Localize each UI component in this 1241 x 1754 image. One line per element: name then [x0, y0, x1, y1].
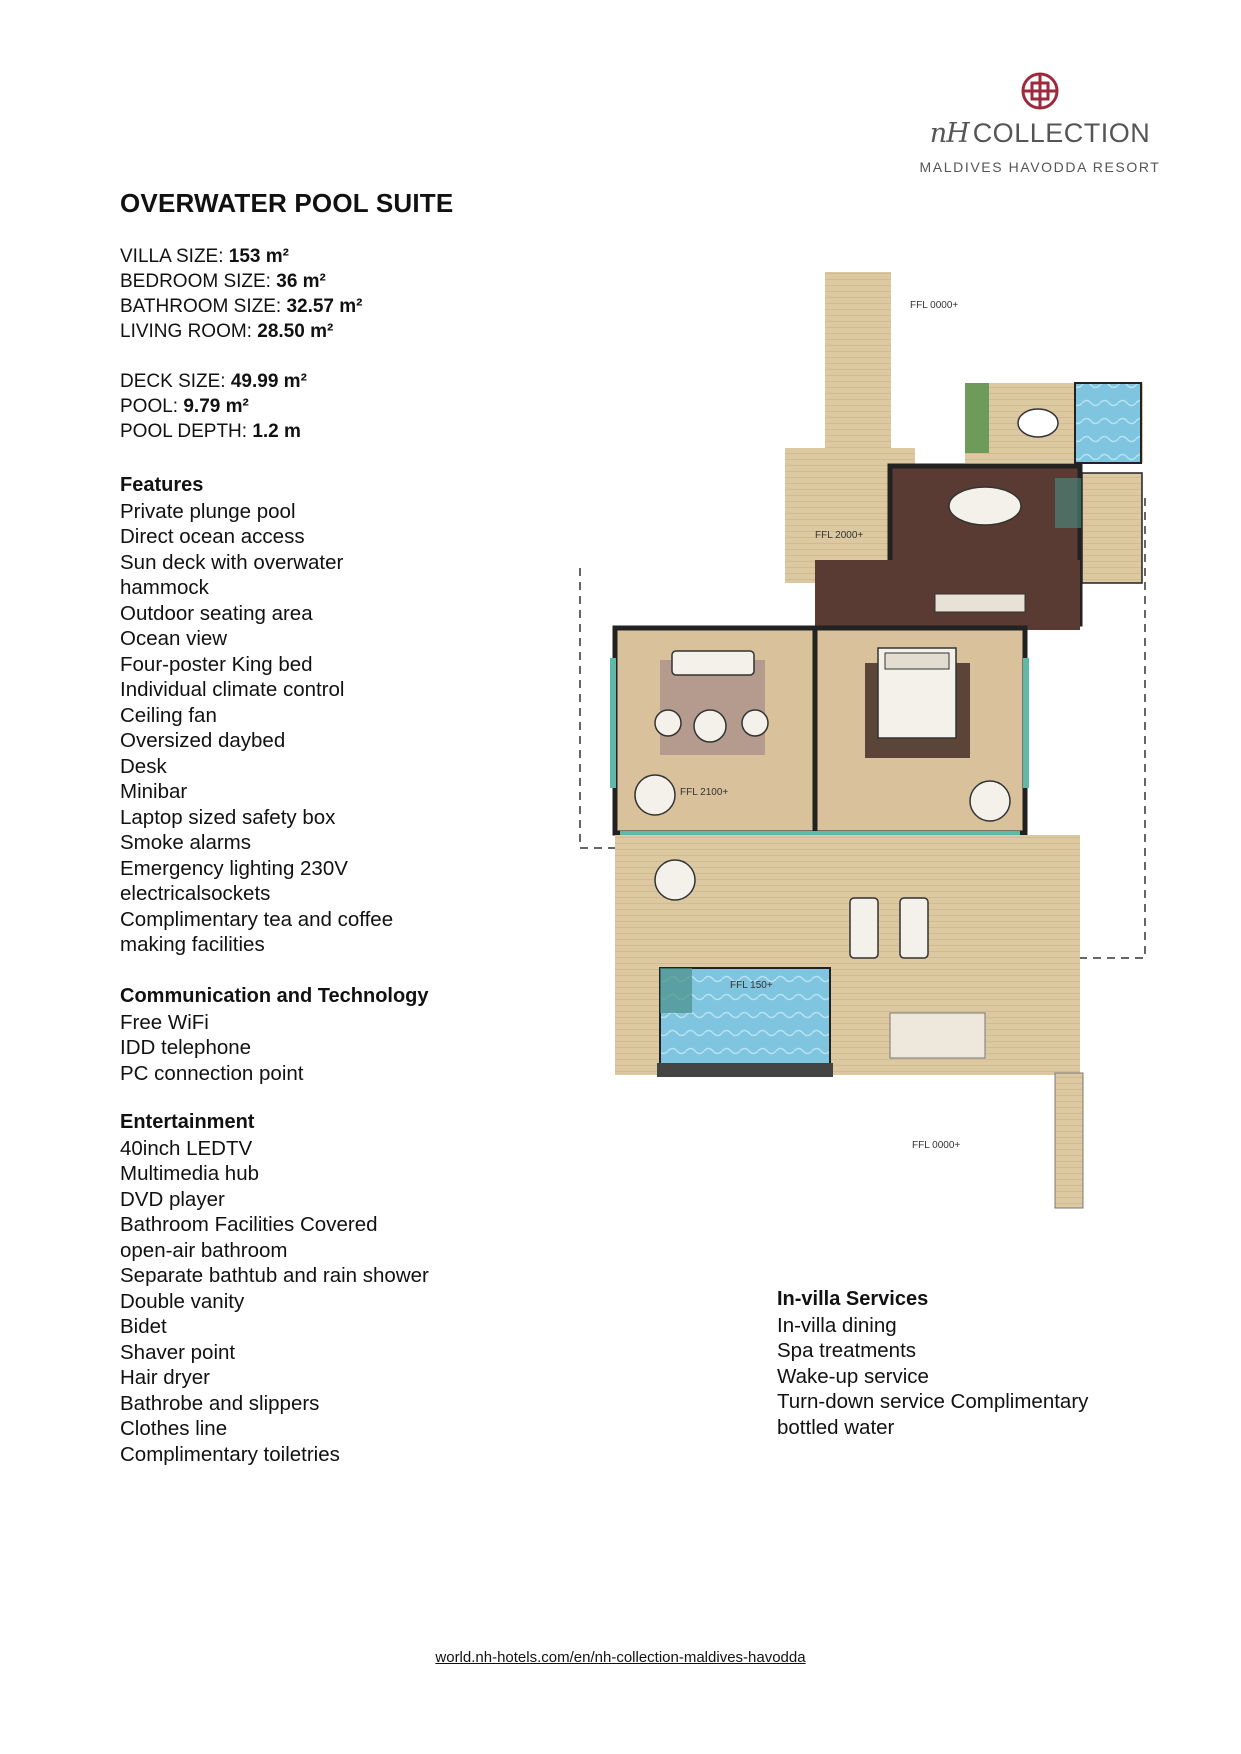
spec-deck-size [120, 369, 363, 394]
daybed-chair [635, 775, 675, 815]
website-link[interactable]: world.nh-hotels.com/en/nh-collection-maldives-havodda [435, 1649, 806, 1666]
spec-value: 28.50 m² [257, 321, 334, 342]
list-item: 40inch LEDTV [120, 1136, 253, 1160]
glass-wall-left [610, 658, 616, 788]
villa-floor-plan [560, 268, 1160, 1218]
list-item: Clothes line [120, 1417, 228, 1440]
list-item: Wake-up service [777, 1364, 929, 1388]
list-item: Direct ocean access [120, 525, 305, 548]
outdoor-tub [1018, 409, 1058, 437]
outdoor-shower-pool [1075, 383, 1141, 463]
list-item: Shaver point [120, 1340, 236, 1364]
entertainment-section [120, 1110, 429, 1467]
list-item: Oversized daybed [120, 729, 286, 752]
list-item: Complimentary toiletries [120, 1442, 340, 1466]
brand-name: COLLECTION [972, 118, 1151, 148]
spec-bathroom-size [120, 294, 363, 319]
spec-label: POOL DEPTH: [120, 421, 248, 442]
brand-prefix: nH [929, 118, 969, 149]
spec-label: BATHROOM SIZE: [120, 296, 282, 317]
spec-pool-depth [120, 419, 363, 444]
list-item: DVD player [120, 1187, 225, 1211]
hammock [890, 1013, 985, 1058]
list-item: Bidet [120, 1315, 167, 1338]
garden-strip [965, 383, 989, 453]
level-label-top: FFL 0000+ [910, 300, 959, 311]
list-item: Four-poster King bed [120, 652, 313, 676]
list-item: Ocean view [120, 627, 228, 650]
brand-subtitle: MALDIVES HAVODDA RESORT [919, 159, 1161, 175]
list-item: Bathroom Facilities Covered [120, 1213, 378, 1236]
list-item: Bathrobe and slippers [120, 1391, 320, 1415]
brand-logo [915, 70, 1165, 175]
list-item: Sun deck with overwater [120, 550, 344, 574]
footer [0, 1649, 1241, 1666]
double-vanity [935, 594, 1025, 612]
spec-pool [120, 394, 363, 419]
list-item: making facilities [120, 933, 265, 956]
page-title: OVERWATER POOL SUITE [120, 188, 454, 218]
level-label-pool: FFL 150+ [730, 980, 773, 991]
bed-pillows [885, 653, 949, 669]
list-item: Hair dryer [120, 1366, 210, 1389]
list-item: PC connection point [120, 1061, 304, 1085]
right-deck-strip [1082, 473, 1142, 583]
list-item: Individual climate control [120, 678, 345, 701]
list-item: Emergency lighting 230V [120, 856, 348, 880]
list-item: Outdoor seating area [120, 601, 313, 625]
spec-living-room [120, 319, 363, 344]
list-item: Ceiling fan [120, 703, 217, 727]
spec-label: LIVING ROOM: [120, 321, 252, 342]
ocean-ladder [1055, 1073, 1083, 1208]
spec-villa-size [120, 244, 363, 269]
bedroom-chair [970, 781, 1010, 821]
coffee-table [694, 710, 726, 742]
spec-label: BEDROOM SIZE: [120, 271, 271, 292]
spec-value: 36 m² [276, 271, 326, 292]
brand-wordmark [915, 118, 1165, 149]
spec-value: 153 m² [228, 246, 289, 267]
dining-table [655, 860, 695, 900]
list-item: electricalsockets [120, 882, 271, 905]
spec-value: 32.57 m² [286, 296, 363, 317]
list-item: Laptop sized safety box [120, 805, 336, 829]
list-item: Desk [120, 754, 167, 778]
spec-value: 1.2 m [252, 421, 301, 442]
level-label-bottom: FFL 0000+ [912, 1140, 961, 1151]
bathtub [949, 487, 1021, 525]
glass-wall-right [1023, 658, 1029, 788]
spec-label: POOL: [120, 396, 179, 417]
sunlounger-left [850, 898, 878, 958]
features-heading: Features [120, 474, 204, 496]
spec-label: VILLA SIZE: [120, 246, 224, 267]
sofa [672, 651, 754, 675]
spec-value: 49.99 m² [230, 371, 307, 392]
list-item: Separate bathtub and rain shower [120, 1264, 429, 1287]
features-section [120, 473, 393, 958]
list-item: Double vanity [120, 1289, 245, 1313]
list-item: Turn-down service Complimentary [777, 1390, 1089, 1413]
spec-bedroom-size [120, 269, 363, 294]
list-item: Smoke alarms [120, 831, 252, 854]
armchair-left [655, 710, 681, 736]
list-item: In-villa dining [777, 1313, 897, 1337]
list-item: IDD telephone [120, 1036, 252, 1059]
communication-heading: Communication and Technology [120, 985, 429, 1007]
in-villa-heading: In-villa Services [777, 1288, 929, 1310]
nh-collection-emblem-icon [1020, 70, 1060, 112]
list-item: Multimedia hub [120, 1162, 260, 1185]
spec-label: DECK SIZE: [120, 371, 226, 392]
list-item: Private plunge pool [120, 499, 296, 523]
armchair-right [742, 710, 768, 736]
spec-value: 9.79 m² [183, 396, 249, 417]
communication-section [120, 984, 429, 1086]
level-label-entry: FFL 2000+ [815, 530, 864, 541]
level-label-living: FFL 2100+ [680, 787, 729, 798]
sunlounger-right [900, 898, 928, 958]
entertainment-heading: Entertainment [120, 1111, 255, 1133]
pool-steps [660, 968, 692, 1013]
spec-list [120, 244, 363, 444]
pool-frame [657, 1063, 833, 1077]
list-item: Free WiFi [120, 1010, 209, 1034]
list-item: Spa treatments [777, 1339, 917, 1362]
shower-area [1055, 478, 1083, 528]
in-villa-services-section [777, 1287, 1088, 1440]
list-item: bottled water [777, 1415, 895, 1439]
list-item: hammock [120, 576, 209, 599]
list-item: Minibar [120, 780, 188, 803]
walkway [825, 272, 891, 467]
list-item: Complimentary tea and coffee [120, 907, 394, 931]
list-item: open-air bathroom [120, 1238, 288, 1262]
